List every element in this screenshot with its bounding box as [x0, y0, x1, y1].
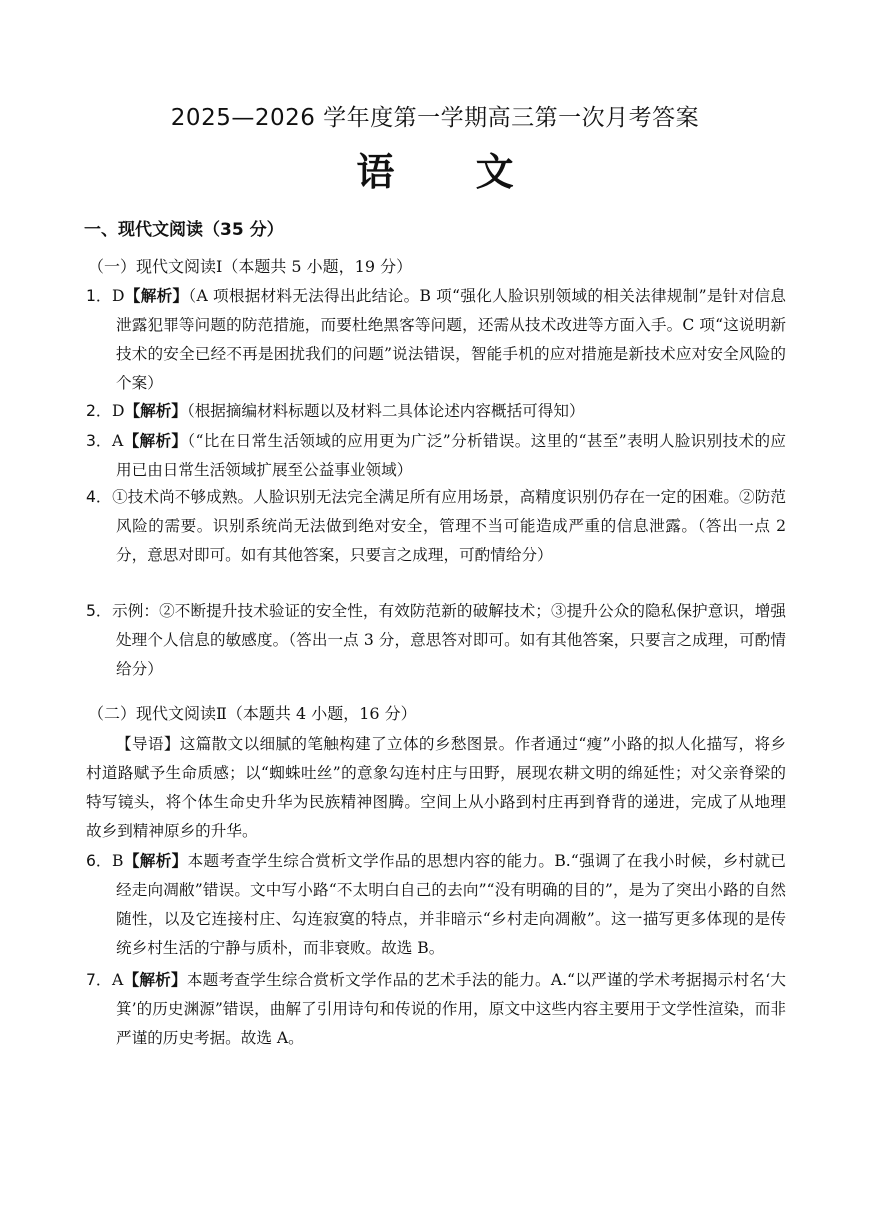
item-number: 6．: [86, 852, 112, 870]
item-answer: A: [112, 432, 124, 450]
item-text: 本题考查学生综合赏析文学作品的艺术手法的能力。A.“以严谨的学术考据揭示村名‘大箕’的历史渊源”错误，曲解了引用诗句和传说的作用，原文中这些内容主要用于文学性渲染，而非严谨的历史考据。故选 A。: [116, 971, 786, 1047]
item-number: 2．: [86, 402, 112, 420]
item-answer: D: [112, 402, 125, 420]
item-number: 3．: [86, 432, 112, 450]
subject-title: 语 文: [356, 150, 548, 194]
guide-paragraph: 【导语】这篇散文以细腻的笔触构建了立体的乡愁图景。作者通过“瘦”小路的拟人化描写，将乡村道路赋予生命质感；以“蜘蛛吐丝”的意象勾连村庄与田野，展现农耕文明的绵延性；对父亲脊梁的特写镜头，将个体生命史升华为民族精神图腾。空间上从小路到村庄再到脊背的递进，完成了从地理故乡到精神原乡的升华。: [86, 735, 786, 840]
item-answer: A: [112, 971, 124, 989]
answer-item: [86, 846, 786, 963]
analysis-tag: 【解析】: [124, 286, 189, 305]
answer-item: [86, 597, 786, 684]
item-text: （根据摘编材料标题以及材料二具体论述内容概括可得知）: [186, 402, 585, 420]
item-text: （A 项根据材料无法得出此结论。B 项“强化人脸识别领域的相关法律规制”是针对信息泄露犯罪等问题的防范措施，而要杜绝黑客等问题，还需从技术改进等方面入手。C 项“这说明新技术的安全已经不再是困扰我们的问题”说法错误，智能手机的应对措施是新技术应对安全风险的个案）: [116, 287, 786, 392]
analysis-tag: 【解析】: [123, 970, 187, 989]
analysis-tag: 【解析】: [124, 401, 187, 420]
item-text: 示例：②不断提升技术验证的安全性，有效防范新的破解技术；③提升公众的隐私保护意识，增强处理个人信息的敏感度。（答出一点 3 分，意思答对即可。如有其他答案，只要言之成理，可酌情给分）: [112, 602, 786, 678]
answer-item: [86, 483, 786, 570]
item-text: ①技术尚不够成熟。人脸识别无法完全满足所有应用场景，高精度识别仍存在一定的困难。②防范风险的需要。识别系统尚无法做到绝对安全，管理不当可能造成严重的信息泄露。（答出一点 2 分，意思对即可。如有其他答案，只要言之成理，可酌情给分）: [112, 488, 786, 564]
item-answer: D: [112, 287, 125, 305]
analysis-tag: 【解析】: [123, 431, 188, 450]
item-text: 本题考查学生综合赏析文学作品的思想内容的能力。B.“强调了在我小时候，乡村就已经走向凋敝”错误。文中写小路“不太明白自己的去向”“没有明确的目的”，是为了突出小路的自然随性，以及它连接村庄、勾连寂寞的特点，并非暗示“乡村走向凋敝”。这一描写更多体现的是传统乡村生活的宁静与质朴，而非衰败。故选 B。: [116, 852, 786, 957]
analysis-tag: 【解析】: [123, 851, 188, 870]
item-answer: B: [112, 852, 124, 870]
item-text: （“比在日常生活领域的应用更为广泛”分析错误。这里的“甚至”表明人脸识别技术的应用已由日常生活领域扩展至公益事业领域）: [116, 432, 786, 479]
item-number: 1．: [86, 287, 112, 305]
answer-item: [86, 281, 786, 398]
item-number: 5．: [86, 602, 112, 620]
answer-item: [86, 965, 786, 1053]
part-heading: （一）现代文阅读Ⅰ（本题共 5 小题，19 分）: [88, 257, 413, 276]
answer-item: [86, 396, 786, 426]
answer-item: [86, 426, 786, 485]
item-number: 4．: [86, 488, 112, 506]
document-title: 2025—2026 学年度第一学期高三第一次月考答案: [170, 105, 700, 131]
section-heading: 一、现代文阅读（35 分）: [84, 220, 284, 240]
item-number: 7．: [86, 971, 112, 989]
part-heading: （二）现代文阅读Ⅱ（本题共 4 小题，16 分）: [88, 704, 417, 723]
